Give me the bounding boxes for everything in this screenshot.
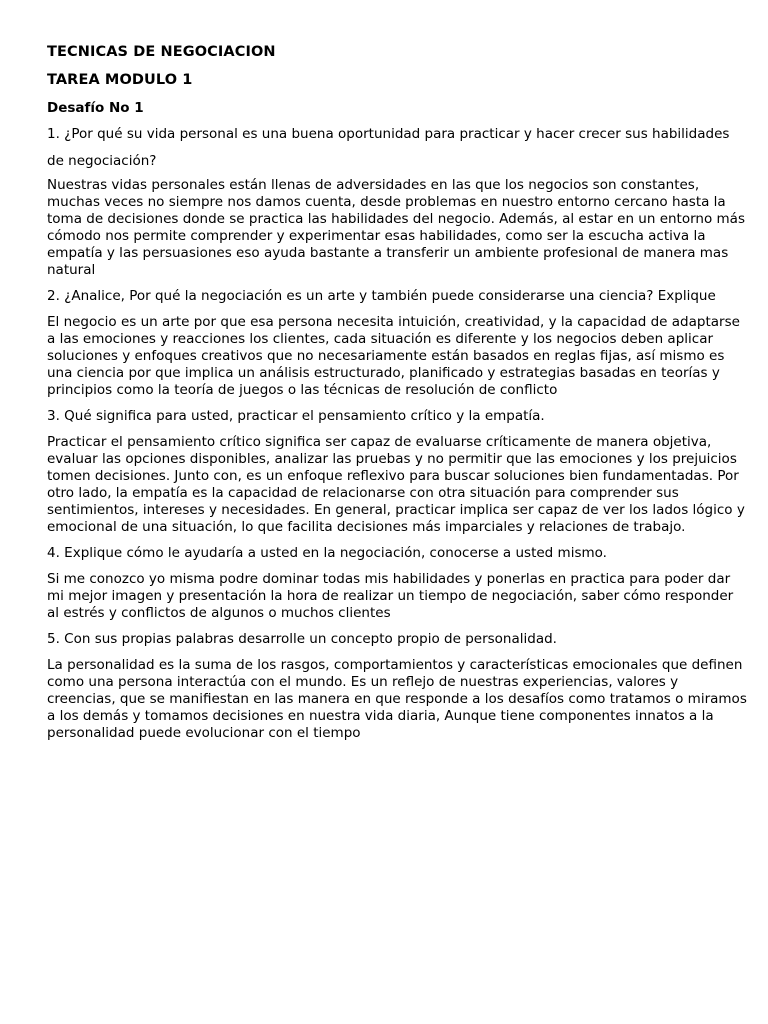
answer-5: La personalidad es la suma de los rasgos, comportamientos y características emocionales que definen como una persona interactúa con el mundo. Es un reflejo de nuestras experiencias, valores y creencias, que se manifiestan en las manera en que responde a los desafíos como tratamos o miramos a los demás y tomamos decisiones en nuestra vida diaria, Aunque tiene componentes innatos a la personalidad puede evolucionar con el tiempo [47,657,747,741]
document-page [47,44,747,751]
question-5: 5. Con sus propias palabras desarrolle un concepto propio de personalidad. [47,631,557,647]
question-1: 1. ¿Por qué su vida personal es una buena oportunidad para practicar y hacer crecer sus habilidades de negociación? [47,126,730,169]
answer-4: Si me conozco yo misma podre dominar todas mis habilidades y ponerlas en practica para poder dar mi mejor imagen y presentación la hora de realizar un tiempo de negociación, saber cómo responder al estrés y conflictos de algunos o muchos clientes [47,571,734,621]
question-4: 4. Explique cómo le ayudaría a usted en la negociación, conocerse a usted mismo. [47,545,607,561]
question-2: 2. ¿Analice, Por qué la negociación es un arte y también puede considerarse una ciencia? Explique [47,288,716,304]
answer-3: Practicar el pensamiento crítico significa ser capaz de evaluarse críticamente de manera objetiva, evaluar las opciones disponibles, analizar las pruebas y no permitir que las emociones y los prejuicios tomen decisiones. Junto con, es un enfoque reflexivo para buscar soluciones bien fundamentadas. Por otro lado, la empatía es la capacidad de relacionarse con otra situación para comprender sus sentimientos, intereses y necesidades. En general, practicar implica ser capaz de ver los lados lógico y emocional de una situación, lo que facilita decisiones más imparciales y relaciones de trabajo. [47,434,745,535]
answer-2: El negocio es un arte por que esa persona necesita intuición, creatividad, y la capacidad de adaptarse a las emociones y reacciones los clientes, cada situación es diferente y los negocios deben aplicar soluciones y enfoques creativos que no necesariamente están basados en reglas fijas, así mismo es una ciencia por que implica un análisis estructurado, planificado y estrategias basadas en teorías y principios como la teoría de juegos o las técnicas de resolución de conflicto [47,314,740,398]
document-title: TECNICAS DE NEGOCIACION [47,44,276,60]
answer-1: Nuestras vidas personales están llenas de adversidades en las que los negocios son constantes, muchas veces no siempre nos damos cuenta, desde problemas en nuestro entorno cercano hasta la toma de decisiones donde se practica las habilidades del negocio. Además, al estar en un entorno más cómodo nos permite comprender y experimentar esas habilidades, como ser la escucha activa la empatía y las persuasiones eso ayuda bastante a transferir un ambiente profesional de manera mas natural [47,177,745,278]
question-3: 3. Qué significa para usted, practicar el pensamiento crítico y la empatía. [47,408,545,424]
section-heading: Desafío No 1 [47,100,144,116]
document-subtitle: TAREA MODULO 1 [47,72,193,88]
